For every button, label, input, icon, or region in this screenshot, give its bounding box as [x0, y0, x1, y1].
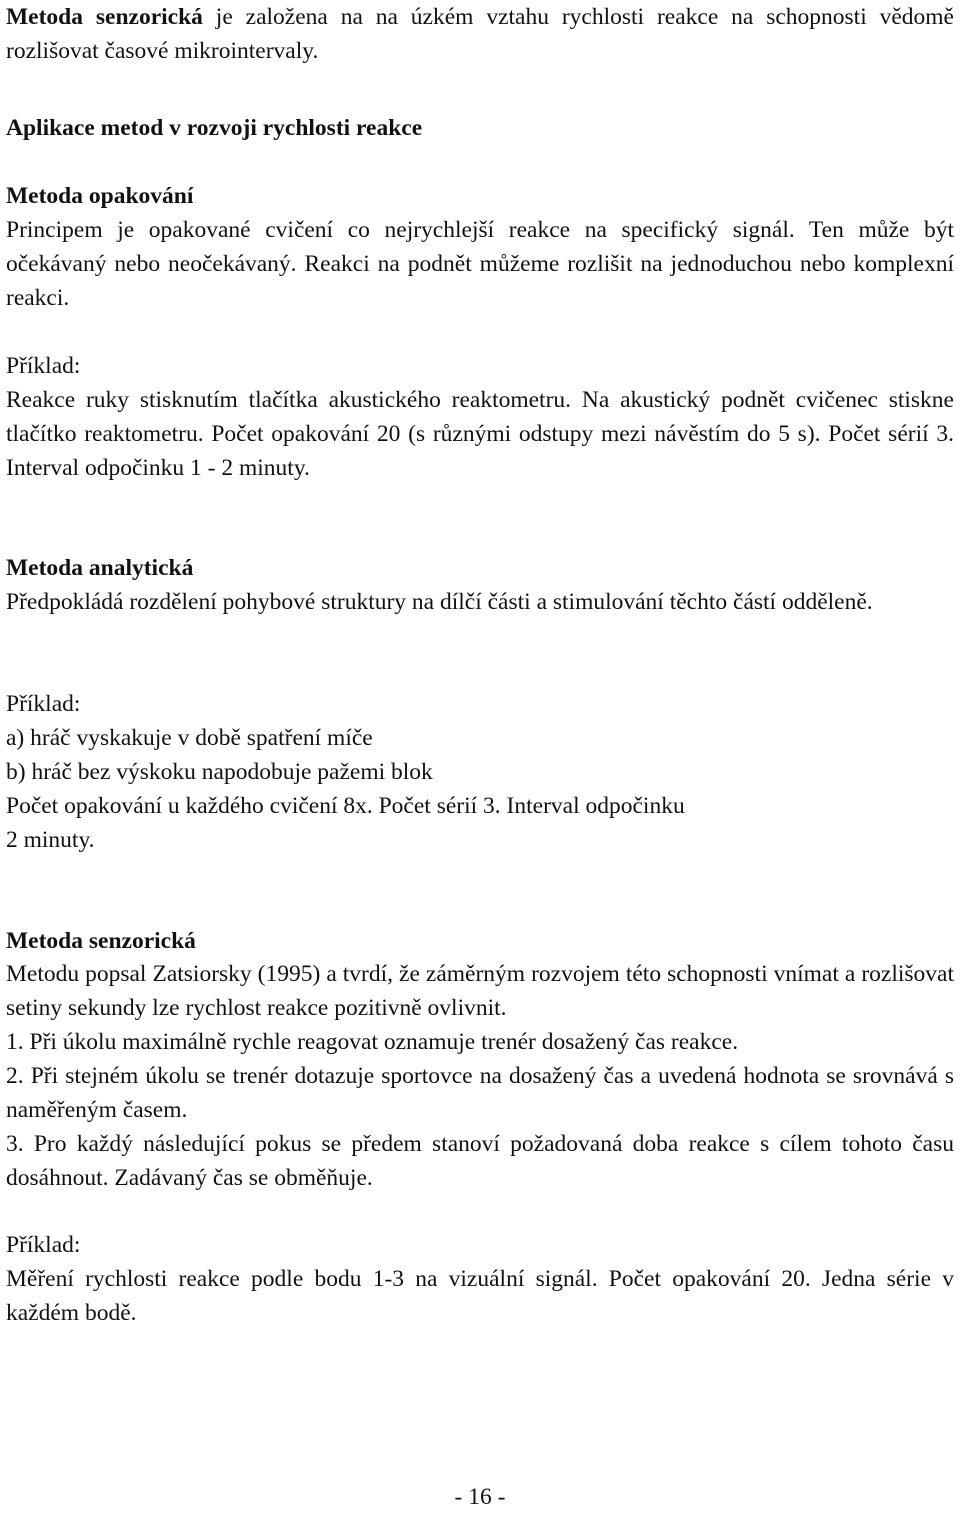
repetition-paragraph: Principem je opakované cvičení co nejrychlejší reakce na specifický signál. Ten může být očekávaný nebo neočekávaný. Reakci na podnět můžeme rozlišit na jednoduchou nebo komplexní reakci.: [6, 217, 954, 311]
sensory-paragraph: Metodu popsal Zatsiorsky (1995) a tvrdí, že záměrným rozvojem této schopnosti vnímat a rozlišovat setiny sekundy lze rychlost reakce pozitivně ovlivnit.: [6, 961, 954, 1021]
section-heading-application: Aplikace metod v rozvoji rychlosti reakce: [6, 115, 423, 141]
analytic-line: 2 minuty.: [6, 827, 95, 853]
subheading-repetition: Metoda opakování: [6, 183, 194, 209]
section-heading-analytic: Metoda analytická: [6, 555, 194, 581]
analytic-line: a) hráč vyskakuje v době spatření míče: [6, 725, 373, 751]
sensory-item-2: 2. Při stejném úkolu se trenér dotazuje sportovce na dosažený čas a uvedená hodnota se srovnává s naměřeným časem.: [6, 1063, 954, 1123]
example-label-3: Příklad:: [6, 1232, 81, 1258]
intro-bold-term: Metoda senzorická: [6, 4, 203, 30]
sensory-item-3: 3. Pro každý následující pokus se předem stanoví požadovaná doba reakce s cílem tohoto času dosáhnout. Zadávaný čas se obměňuje.: [6, 1131, 954, 1191]
page-number: - 16 -: [454, 1484, 506, 1510]
example-label-2: Příklad:: [6, 691, 81, 717]
analytic-line: Počet opakování u každého cvičení 8x. Počet sérií 3. Interval odpočinku: [6, 793, 685, 819]
section-heading-sensory: Metoda senzorická: [6, 928, 196, 954]
example-label-1: Příklad:: [6, 353, 81, 379]
analytic-paragraph: Předpokládá rozdělení pohybové struktury na dílčí části a stimulování těchto částí odděleně.: [6, 589, 873, 615]
example-text-1: Reakce ruky stisknutím tlačítka akustického reaktometru. Na akustický podnět cvičenec stiskne tlačítko reaktometru. Počet opakování 20 (s různými odstupy mezi návěstím do 5 s). Počet sérií 3. Interval odpočinku 1 - 2 minuty.: [6, 387, 954, 481]
analytic-line: b) hráč bez výskoku napodobuje pažemi blok: [6, 759, 433, 785]
sensory-item-1: 1. Při úkolu maximálně rychle reagovat oznamuje trenér dosažený čas reakce.: [6, 1029, 739, 1055]
intro-paragraph: [6, 0, 954, 68]
example-text-3: Měření rychlosti reakce podle bodu 1-3 na vizuální signál. Počet opakování 20. Jedna série v každém bodě.: [6, 1266, 954, 1326]
intro-text: je založena na na úzkém vztahu rychlosti reakce na schopnosti vědomě rozlišovat časové mikrointervaly.: [6, 4, 954, 64]
